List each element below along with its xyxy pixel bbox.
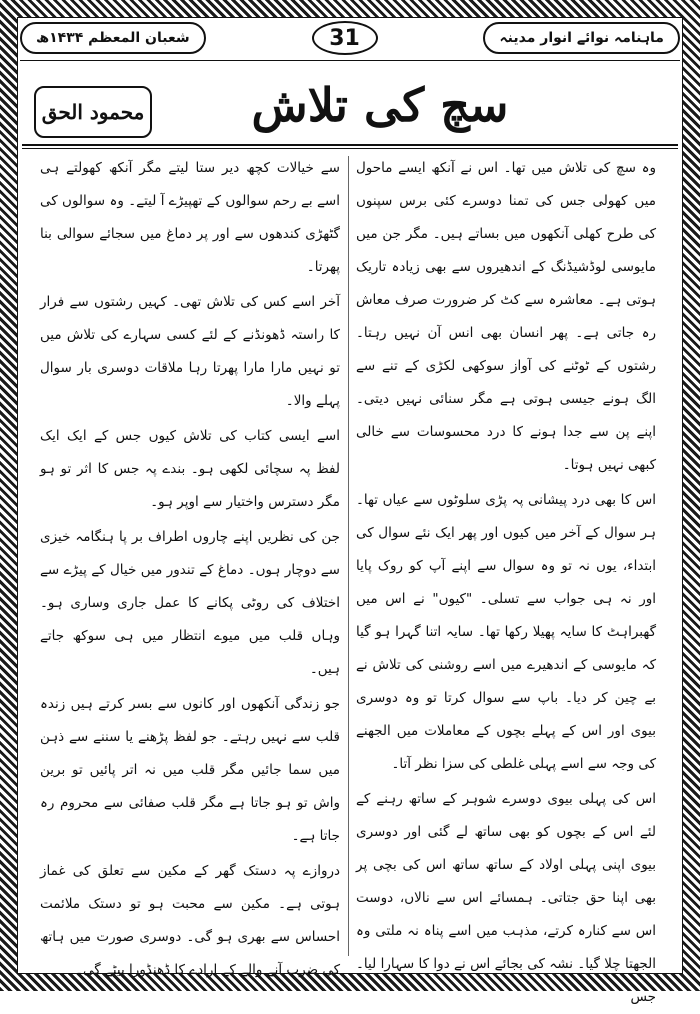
header-rule [20, 60, 680, 61]
page-header [20, 20, 680, 56]
paragraph: اس کی پہلی بیوی دوسرے شوہر کے ساتھ رہنے کے لئے اس کے بچوں کو بھی ساتھ لے گئی اور دوسری بیوی اپنی پہلی اولاد کے ساتھ ساتھ اس کی بچی پر بھی اپنا حق جتاتی۔ ہمسائے اس سے نالاں، دوست اس سے کنارہ کرتے، مذہب میں اسے پناہ نہ ملتی وہ الجھتا چلا گیا۔ نشہ کی بجائے اس نے دوا کا سہارا لیا۔ جس [356, 791, 656, 1005]
issue-date: شعبان المعظم ۱۴۳۴ھ [36, 30, 190, 46]
right-column [356, 152, 656, 1005]
paragraph: وہ سچ کی تلاش میں تھا۔ اس نے آنکھ ایسے ماحول میں کھولی جس کی تمنا دوسرے کئی برس سپنوں کی طرح کھلی آنکھوں میں بساتے ہیں۔ مگر جن میں مایوسی لوڈشیڈنگ کے اندھیروں سے بھی زیادہ تاریک ہوتی ہے۔ معاشرہ سے کٹ کر ضرورت صرف معاش رہ جاتی ہے۔ پھر انسان بھی انس آن نہیں رہتا۔ رشتوں کے ٹوٹنے کی آواز سوکھی لکڑی کے تنے سے الگ ہونے جیسی ہوتی ہے مگر سنائی نہیں دیتی۔ اپنے پن سے جدا ہونے کا درد محسوسات سے خالی کبھی نہیں ہوتا۔ [356, 160, 656, 473]
article-title: سچ کی تلاش [251, 78, 509, 132]
paragraph: اس کا بھی درد پیشانی پہ پڑی سلوٹوں سے عیاں تھا۔ ہر سوال کے آخر میں کیوں اور پھر ایک نئے سوال کی ابتداء، یوں نہ تو وہ سوال سے اپنے آپ کو روک پایا اور نہ ہی جواب سے تسلی۔ "کیوں" نے اس میں گھبراہٹ کا سایہ پھیلا رکھا تھا۔ سایہ اتنا گہرا ہو گیا کہ مایوسی کے اندھیرے میں اسے روشنی کی تلاش نے بے چین کر دیا۔ باپ سے سوال کرتا تو وہ دوسری بیوی اور اس کے پہلے بچوں کے معاملات میں الجھنے کی وجہ سے اسے پہلی غلطی کی سزا نظر آتا۔ [356, 492, 656, 772]
page-number: 31 [312, 21, 378, 55]
paragraph: سے خیالات کچھ دیر ستا لیتے مگر آنکھ کھولتے ہی اسے بے رحم سوالوں کے تھپیڑے آ لیتے۔ وہ سوالوں کی گٹھڑی کندھوں سے اور پر دماغ میں سجائے سوالی بنا پھرتا۔ [40, 160, 340, 275]
column-divider [348, 156, 349, 956]
issue-date-box [20, 22, 206, 54]
author-name: محمود الحق [41, 100, 145, 124]
magazine-name: ماہنامہ نوائے انوار مدینہ [499, 30, 664, 46]
magazine-name-box [483, 22, 680, 54]
paragraph: جو زندگی آنکھوں اور کانوں سے بسر کرتے ہیں زندہ قلب سے نہیں رہتے۔ جو لفظ پڑھنے یا سننے سے ذہن میں سما جائیں مگر قلب میں نہ اتر پائیں تو برین واش تو ہو جاتا ہے مگر قلب صفائی سے محروم رہ جاتا ہے۔ [40, 696, 340, 844]
paragraph: آخر اسے کس کی تلاش تھی۔ کہیں رشتوں سے فرار کا راستہ ڈھونڈنے کے لئے کسی سہارے کی تلاش میں تو نہیں مارا مارا پھرتا رہا ملاقات دوسری بار سوال پہلے والا۔ [40, 294, 340, 409]
paragraph: اسے ایسی کتاب کی تلاش کیوں جس کے ایک ایک لفظ پہ سچائی لکھی ہو۔ بندے پہ جس کا اثر تو ہو مگر دسترس واختیار سے اوپر ہو۔ [40, 428, 340, 510]
paragraph: دروازے پہ دستک گھر کے مکین سے تعلق کی غماز ہوتی ہے۔ مکین سے محبت ہو تو دستک ملائمت احساس سے بھری ہو گی۔ دوسری صورت میں ہاتھ کی ضرب آنے والے کے ارادے کا ڈھنڈورا پیٹے گی۔ [40, 863, 340, 978]
title-rule [22, 144, 678, 146]
title-rule-thin [22, 148, 678, 149]
left-column [40, 152, 340, 978]
paragraph: جن کی نظریں اپنے چاروں اطراف بر پا ہنگامہ خیزی سے دوچار ہوں۔ دماغ کے تندور میں خیال کے پیڑے سے اختلاف کی روٹی پکانے کا عمل جاری وساری ہو۔ وہاں قلب میں میوے انتظار میں ہی سوکھ جاتے ہیں۔ [40, 529, 340, 677]
author-box [34, 86, 152, 138]
